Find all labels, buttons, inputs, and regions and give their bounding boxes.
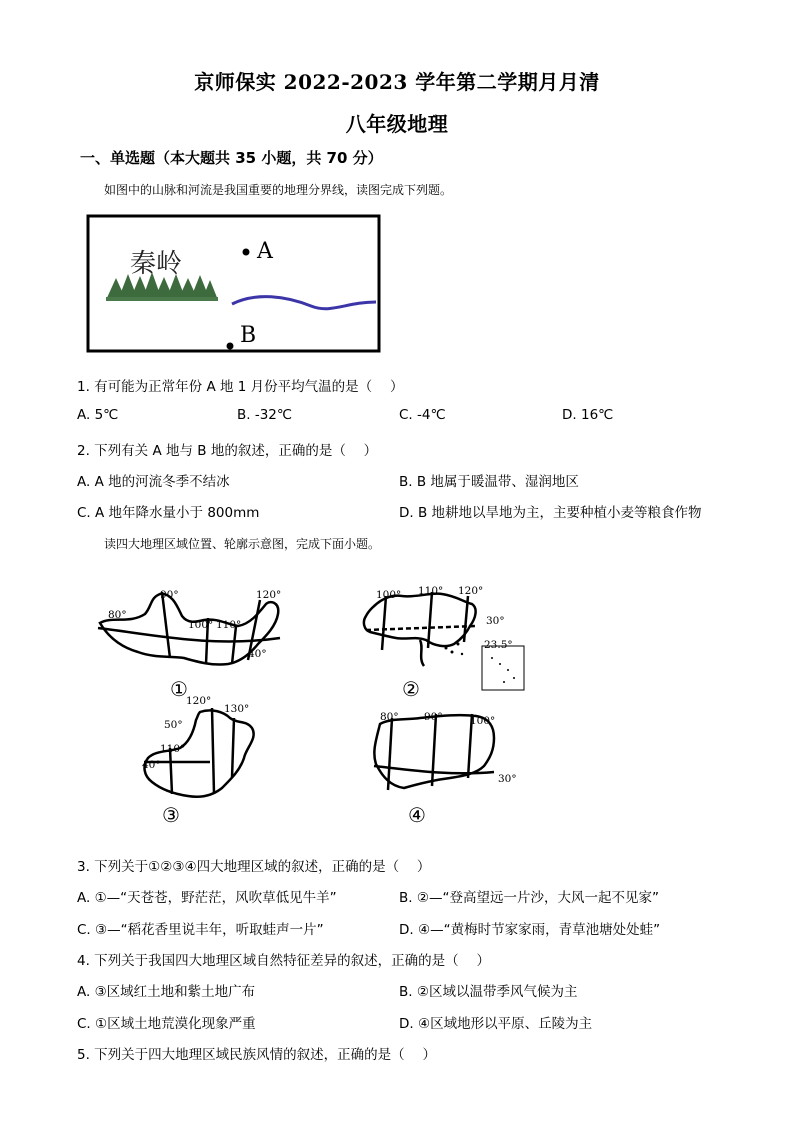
question-4-option-d[interactable]: D. ④区域地形以平原、丘陵为主: [399, 1016, 593, 1032]
mountain-label: 秦岭: [130, 249, 183, 279]
question-1-option-d[interactable]: D. 16℃: [562, 407, 614, 423]
intro-text-2: 读四大地理区域位置、轮廓示意图，完成下面小题。: [104, 537, 381, 551]
question-2-option-a[interactable]: A. A 地的河流冬季不结冰: [77, 474, 230, 490]
svg-text:110°: 110°: [160, 743, 186, 755]
point-b-dot: [227, 343, 234, 350]
question-2-option-d[interactable]: D. B 地耕地以旱地为主，主要种植小麦等粮食作物: [399, 505, 702, 521]
intro-text: 如图中的山脉和河流是我国重要的地理分界线，读图完成下列题。: [104, 183, 453, 197]
question-3-stem: 3. 下列关于①②③④四大地理区域的叙述，正确的是（ ）: [77, 859, 431, 875]
svg-text:110°: 110°: [216, 619, 242, 631]
svg-text:130°: 130°: [224, 703, 250, 715]
question-3-option-b[interactable]: B. ②—“登高望远一片沙，大风一起不见家”: [399, 890, 659, 906]
svg-text:100°: 100°: [376, 589, 402, 601]
point-b-label: B: [240, 323, 257, 348]
question-1-option-b[interactable]: B. -32℃: [237, 407, 293, 423]
question-4-option-c[interactable]: C. ①区域土地荒漠化现象严重: [77, 1016, 256, 1032]
svg-text:120°: 120°: [186, 695, 212, 707]
region-map-2-number: ②: [402, 677, 420, 701]
point-a-dot: [243, 249, 250, 256]
question-1-option-c[interactable]: C. -4℃: [399, 407, 446, 423]
svg-text:30°: 30°: [486, 615, 505, 627]
question-2-option-b[interactable]: B. B 地属于暖温带、湿润地区: [399, 474, 579, 490]
question-4-option-b[interactable]: B. ②区域以温带季风气候为主: [399, 984, 578, 1000]
svg-text:50°: 50°: [164, 719, 183, 731]
point-a-label: A: [257, 239, 273, 264]
question-3-option-a[interactable]: A. ①—“天苍苍，野茫茫，风吹草低见牛羊”: [77, 890, 337, 906]
svg-text:120°: 120°: [458, 585, 484, 597]
section-heading: 一、单选题（本大题共 35 小题，共 70 分）: [80, 149, 383, 167]
svg-text:40°: 40°: [142, 759, 161, 771]
question-2-option-c[interactable]: C. A 地年降水量小于 800mm: [77, 505, 260, 521]
region-map-4-number: ④: [408, 803, 426, 827]
question-3-option-c[interactable]: C. ③—“稻花香里说丰年，听取蛙声一片”: [77, 922, 324, 938]
region-map-3-number: ③: [162, 803, 180, 827]
question-2-stem: 2. 下列有关 A 地与 B 地的叙述，正确的是（ ）: [77, 443, 378, 459]
svg-text:80°: 80°: [380, 711, 399, 723]
svg-text:30°: 30°: [498, 773, 517, 785]
region-map-2: [364, 592, 476, 666]
question-4-stem: 4. 下列关于我国四大地理区域自然特征差异的叙述，正确的是（ ）: [77, 953, 490, 969]
svg-text:110°: 110°: [418, 585, 444, 597]
svg-text:80°: 80°: [108, 609, 127, 621]
svg-text:120°: 120°: [256, 589, 282, 601]
region-map-2-inset: [482, 646, 524, 690]
svg-text:90°: 90°: [160, 589, 179, 601]
svg-text:100°: 100°: [188, 619, 214, 631]
four-regions-map-figure: [90, 578, 540, 828]
svg-text:90°: 90°: [424, 711, 443, 723]
question-4-option-a[interactable]: A. ③区域红土地和紫土地广布: [77, 984, 256, 1000]
question-3-option-d[interactable]: D. ④—“黄梅时节家家雨，青草池塘处处蛙”: [399, 922, 661, 938]
page-title: 京师保实 2022-2023 学年第二学期月月清: [194, 70, 600, 94]
svg-text:23.5°: 23.5°: [484, 639, 513, 651]
question-5-stem: 5. 下列关于四大地理区域民族风情的叙述，正确的是（ ）: [77, 1047, 436, 1063]
svg-text:40°: 40°: [248, 648, 267, 660]
page-subtitle: 八年级地理: [345, 112, 449, 136]
question-1-option-a[interactable]: A. 5℃: [77, 407, 119, 423]
qinling-map-figure: [86, 214, 382, 354]
svg-text:100°: 100°: [470, 715, 496, 727]
region-map-1-number: ①: [170, 677, 188, 701]
question-1-stem: 1. 有可能为正常年份 A 地 1 月份平均气温的是（ ）: [77, 379, 404, 395]
